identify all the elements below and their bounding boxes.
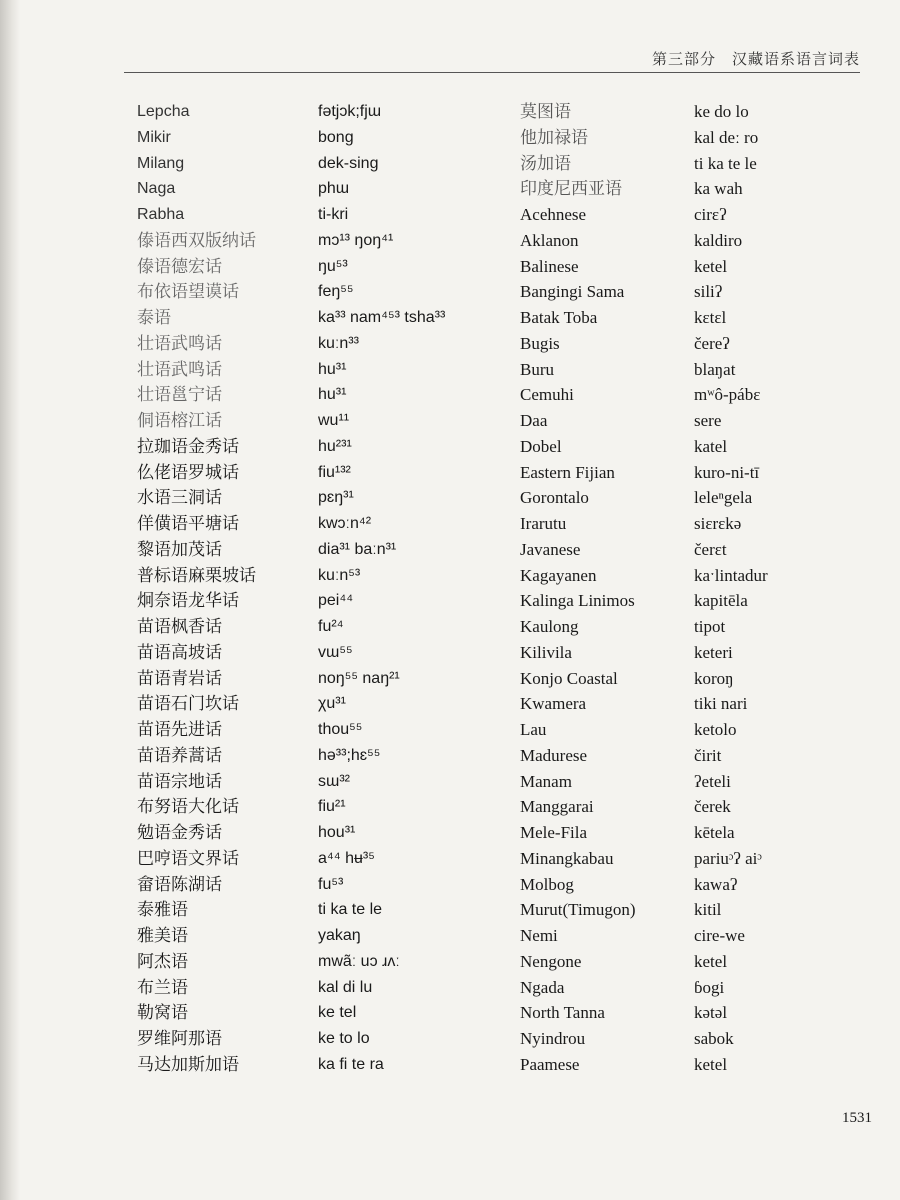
- language-name-cell: Ngada: [520, 977, 565, 997]
- form-cell: ketel: [694, 1054, 728, 1074]
- language-name-cell: 壮语武鸣话: [137, 359, 222, 379]
- language-name-cell: Kilivila: [520, 642, 572, 662]
- form-cell: thou⁵⁵: [318, 721, 363, 738]
- language-name-cell: 泰雅语: [137, 900, 188, 920]
- language-name-cell: 普标语麻栗坡话: [137, 565, 256, 585]
- form-cell: dia³¹ baːn³¹: [318, 540, 397, 558]
- language-name-cell: Irarutu: [520, 514, 567, 533]
- form-cell: hu²³¹: [318, 437, 352, 455]
- language-name-cell: 苗语高坡话: [137, 642, 222, 662]
- table-row: [0, 693, 900, 719]
- language-name-cell: 印度尼西亚语: [520, 179, 622, 199]
- form-cell: ŋu⁵³: [318, 257, 348, 275]
- language-name-cell: Nengone: [520, 951, 582, 971]
- language-name-cell: 黎语加茂话: [137, 539, 222, 559]
- form-cell: kɛtɛl: [694, 308, 727, 327]
- form-cell: kaldiro: [694, 230, 743, 250]
- form-cell: ketolo: [694, 720, 737, 739]
- language-name-cell: Mele-Fila: [520, 823, 588, 842]
- form-cell: wu¹¹: [318, 412, 350, 429]
- form-cell: čerɛt: [694, 539, 727, 559]
- language-name-cell: 苗语先进话: [137, 720, 222, 739]
- language-name-cell: Manggarai: [520, 797, 594, 817]
- language-name-cell: Madurese: [520, 745, 588, 765]
- table-row: [0, 178, 900, 204]
- language-name-cell: 马达加斯加语: [137, 1054, 239, 1074]
- form-cell: mwãː uɔ ɹʌː: [318, 952, 400, 970]
- form-cell: kuːn⁵³: [318, 566, 361, 584]
- form-cell: mʷô-pábɛ: [694, 385, 761, 405]
- language-name-cell: 苗语青岩话: [137, 668, 222, 688]
- language-name-cell: Mikir: [137, 128, 171, 146]
- language-name-cell: 壮语邕宁话: [137, 385, 222, 405]
- language-name-cell: Balinese: [520, 256, 579, 276]
- table-row: [0, 590, 900, 616]
- form-cell: ti ka te le: [318, 901, 383, 919]
- header-rule: [124, 72, 860, 73]
- language-name-cell: 汤加语: [520, 153, 571, 173]
- form-cell: hə³³;hɛ⁵⁵: [318, 746, 381, 764]
- table-row: [0, 359, 900, 385]
- table-row: [0, 487, 900, 513]
- table-row: [0, 281, 900, 307]
- language-name-cell: 雅美语: [137, 926, 188, 945]
- form-cell: fu⁵³: [318, 875, 344, 893]
- language-name-cell: 勉语金秀话: [137, 823, 222, 842]
- form-cell: siɛrɛkə: [694, 514, 742, 533]
- form-cell: ka fi te ra: [318, 1055, 384, 1073]
- form-cell: yakaŋ: [318, 927, 361, 944]
- form-cell: phɯ: [318, 180, 350, 198]
- language-name-cell: Kagayanen: [520, 565, 597, 585]
- language-name-cell: Rabha: [137, 206, 185, 223]
- language-name-cell: Molbog: [520, 874, 574, 894]
- form-cell: kal di lu: [318, 978, 373, 996]
- form-cell: katel: [694, 436, 728, 456]
- language-name-cell: Kwamera: [520, 694, 587, 714]
- language-name-cell: Aklanon: [520, 230, 579, 250]
- table-row: [0, 384, 900, 410]
- language-name-cell: Acehnese: [520, 205, 587, 224]
- form-cell: fiu²¹: [318, 798, 346, 816]
- language-name-cell: Manam: [520, 771, 572, 791]
- language-name-cell: Javanese: [520, 539, 581, 559]
- form-cell: ti-kri: [318, 206, 349, 223]
- language-name-cell: 拉珈语金秀话: [137, 436, 239, 456]
- table-row: [0, 204, 900, 230]
- form-cell: fiu¹³²: [318, 463, 351, 481]
- table-row: [0, 230, 900, 256]
- form-cell: ʔeteli: [694, 771, 731, 791]
- language-name-cell: 仫佬语罗城话: [137, 462, 239, 482]
- language-name-cell: Bangingi Sama: [520, 282, 625, 302]
- table-row: [0, 822, 900, 848]
- form-cell: feŋ⁵⁵: [318, 283, 354, 301]
- language-name-cell: Milang: [137, 154, 185, 172]
- form-cell: pei⁴⁴: [318, 592, 354, 610]
- form-cell: ɓogi: [694, 977, 725, 997]
- form-cell: ke to lo: [318, 1030, 370, 1047]
- language-name-cell: 泰语: [137, 308, 171, 327]
- table-row: [0, 410, 900, 436]
- language-name-cell: Naga: [137, 180, 176, 198]
- language-name-cell: Cemuhi: [520, 385, 574, 405]
- table-row: [0, 153, 900, 179]
- form-cell: a⁴⁴ hʉ³⁵: [318, 849, 375, 867]
- form-cell: kaˑlintadur: [694, 565, 768, 585]
- language-name-cell: Nemi: [520, 926, 558, 945]
- language-name-cell: Eastern Fijian: [520, 462, 615, 482]
- table-row: [0, 925, 900, 951]
- form-cell: kuro-ni-tī: [694, 462, 760, 482]
- language-name-cell: 佯僙语平塘话: [137, 514, 239, 533]
- form-cell: ti ka te le: [694, 153, 757, 173]
- form-cell: ke do lo: [694, 102, 749, 121]
- language-name-cell: Lepcha: [137, 103, 190, 120]
- language-name-cell: 莫图语: [520, 102, 571, 121]
- table-row: [0, 1028, 900, 1054]
- form-cell: kētela: [694, 823, 735, 842]
- form-cell: sabok: [694, 1029, 734, 1048]
- form-cell: fətjɔk;fjɯ: [318, 103, 382, 120]
- language-name-cell: 罗维阿那语: [137, 1029, 222, 1048]
- language-name-cell: 巴哼语文界话: [137, 848, 239, 868]
- language-name-cell: 壮语武鸣话: [137, 333, 222, 353]
- page-number: 1531: [842, 1110, 872, 1126]
- table-row: [0, 1054, 900, 1080]
- form-cell: vɯ⁵⁵: [318, 643, 353, 661]
- table-row: [0, 848, 900, 874]
- form-cell: dek-sing: [318, 154, 379, 172]
- table-row: [0, 462, 900, 488]
- form-cell: kwɔːn⁴²: [318, 515, 372, 532]
- form-cell: ka³³ nam⁴⁵³ tsha³³: [318, 309, 446, 326]
- form-cell: ka wah: [694, 179, 743, 199]
- language-name-cell: Bugis: [520, 333, 560, 353]
- running-header: 第三部分 汉藏语系语言词表: [651, 52, 860, 68]
- language-name-cell: 苗语枫香话: [137, 617, 222, 636]
- form-cell: kuːn³³: [318, 334, 359, 352]
- form-cell: hu³¹: [318, 386, 347, 404]
- language-name-cell: 水语三洞话: [137, 488, 222, 508]
- form-cell: hu³¹: [318, 360, 347, 378]
- language-name-cell: 布努语大化话: [137, 797, 239, 817]
- form-cell: siliʔ: [694, 282, 723, 302]
- form-cell: χu³¹: [318, 695, 346, 713]
- form-cell: čirit: [694, 745, 722, 765]
- form-cell: blaŋat: [694, 359, 736, 379]
- table-row: [0, 616, 900, 642]
- form-cell: hou³¹: [318, 824, 356, 841]
- language-name-cell: Nyindrou: [520, 1029, 586, 1048]
- language-name-cell: Daa: [520, 411, 548, 430]
- form-cell: sere: [694, 411, 722, 430]
- table-row: [0, 668, 900, 694]
- form-cell: mɔ¹³ ŋoŋ⁴¹: [318, 231, 394, 249]
- language-name-cell: Murut(Timugon): [520, 900, 636, 920]
- form-cell: pɛŋ³¹: [318, 489, 354, 507]
- form-cell: fu²⁴: [318, 618, 344, 635]
- language-name-cell: 苗语石门坎话: [137, 694, 239, 714]
- table-row: [0, 951, 900, 977]
- language-name-cell: 傣语德宏话: [137, 256, 222, 276]
- language-name-cell: Paamese: [520, 1054, 580, 1074]
- form-cell: tiki nari: [694, 694, 748, 714]
- form-cell: noŋ⁵⁵ naŋ²¹: [318, 669, 400, 687]
- table-row: [0, 642, 900, 668]
- table-row: [0, 565, 900, 591]
- language-name-cell: 布兰语: [137, 977, 188, 997]
- form-cell: cire-we: [694, 926, 745, 945]
- language-name-cell: 阿杰语: [137, 951, 188, 971]
- table-row: [0, 899, 900, 925]
- form-cell: cirɛʔ: [694, 205, 727, 224]
- language-name-cell: Buru: [520, 359, 554, 379]
- language-name-cell: 布依语望谟话: [137, 282, 239, 302]
- form-cell: leleⁿgela: [694, 488, 753, 508]
- form-cell: tipot: [694, 617, 726, 636]
- table-row: [0, 101, 900, 127]
- language-name-cell: Gorontalo: [520, 488, 589, 508]
- table-row: [0, 874, 900, 900]
- form-cell: ketel: [694, 256, 728, 276]
- table-row: [0, 771, 900, 797]
- language-name-cell: 侗语榕江话: [137, 411, 222, 430]
- table-row: [0, 513, 900, 539]
- form-cell: kapitēla: [694, 591, 748, 611]
- language-name-cell: Kalinga Linimos: [520, 591, 635, 611]
- table-row: [0, 436, 900, 462]
- table-row: [0, 977, 900, 1003]
- table-row: [0, 333, 900, 359]
- form-cell: ketel: [694, 951, 728, 971]
- form-cell: kal deː ro: [694, 127, 759, 147]
- form-cell: čerek: [694, 797, 731, 817]
- form-cell: kitil: [694, 900, 722, 920]
- language-name-cell: North Tanna: [520, 1003, 605, 1023]
- table-row: [0, 307, 900, 333]
- form-cell: bong: [318, 128, 354, 146]
- language-name-cell: 苗语养蒿话: [137, 745, 222, 765]
- language-name-cell: 勒窝语: [137, 1003, 188, 1023]
- language-name-cell: 苗语宗地话: [137, 771, 222, 791]
- form-cell: sɯ³²: [318, 772, 350, 790]
- form-cell: koroŋ: [694, 668, 734, 688]
- language-name-cell: Batak Toba: [520, 308, 598, 327]
- table-row: [0, 1002, 900, 1028]
- table-row: [0, 539, 900, 565]
- language-name-cell: 他加禄语: [520, 127, 588, 147]
- table-row: [0, 719, 900, 745]
- form-cell: pariuᵓʔ aiᵓ: [694, 848, 762, 868]
- form-cell: kətəl: [694, 1003, 728, 1023]
- language-name-cell: 傣语西双版纳话: [137, 230, 256, 250]
- form-cell: keteri: [694, 642, 733, 662]
- language-name-cell: 畲语陈湖话: [137, 874, 222, 894]
- table-row: [0, 256, 900, 282]
- form-cell: ke tel: [318, 1004, 357, 1022]
- table-row: [0, 127, 900, 153]
- form-cell: kawaʔ: [694, 874, 738, 894]
- language-name-cell: 炯奈语龙华话: [137, 591, 239, 611]
- table-row: [0, 745, 900, 771]
- language-name-cell: Kaulong: [520, 617, 579, 636]
- language-name-cell: Lau: [520, 720, 547, 739]
- language-name-cell: Konjo Coastal: [520, 668, 618, 688]
- language-name-cell: Dobel: [520, 436, 562, 456]
- table-row: [0, 796, 900, 822]
- form-cell: čereʔ: [694, 333, 730, 353]
- language-name-cell: Minangkabau: [520, 848, 614, 868]
